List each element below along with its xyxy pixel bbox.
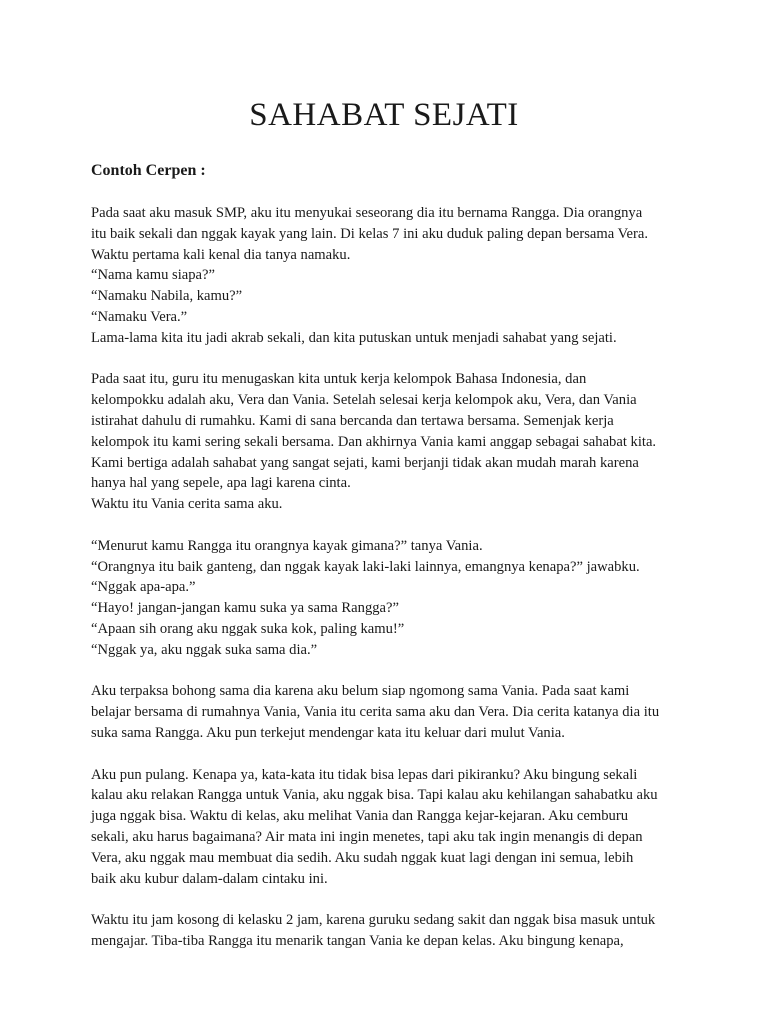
paragraph-line: Waktu itu Vania cerita sama aku. bbox=[91, 496, 283, 513]
paragraph-line: kelompok itu kami sering sekali bersama. Dan akhirnya Vania kami anggap sebagai sahabat kita. bbox=[91, 433, 657, 450]
paragraph-line: Kami bertiga adalah sahabat yang sangat sejati, kami berjanji tidak akan mudah marah karena bbox=[91, 454, 639, 471]
paragraph-line: itu baik sekali dan nggak kayak yang lain. Di kelas 7 ini aku duduk paling depan bersama Vera. bbox=[91, 225, 648, 242]
paragraph-line: Waktu pertama kali kenal dia tanya namaku. bbox=[91, 246, 351, 263]
story-paragraph bbox=[91, 369, 691, 515]
paragraph-line: “Hayo! jangan-jangan kamu suka ya sama Rangga?” bbox=[91, 600, 399, 617]
paragraph-line: hanya hal yang sepele, apa lagi karena cinta. bbox=[91, 475, 351, 492]
paragraph-line: Lama-lama kita itu jadi akrab sekali, dan kita putuskan untuk menjadi sahabat yang sejati. bbox=[91, 329, 617, 346]
paragraph-line: istirahat dahulu di rumahku. Kami di sana bercanda dan tertawa bersama. Semenjak kerja bbox=[91, 412, 614, 429]
story-body bbox=[91, 203, 691, 972]
paragraph-line: Aku terpaksa bohong sama dia karena aku belum siap ngomong sama Vania. Pada saat kami bbox=[91, 683, 630, 700]
paragraph-line: kalau aku relakan Rangga untuk Vania, aku nggak bisa. Tapi kalau aku kehilangan sahabatku aku bbox=[91, 787, 658, 804]
paragraph-line: “Namaku Nabila, kamu?” bbox=[91, 288, 243, 305]
paragraph-line: Pada saat itu, guru itu menugaskan kita untuk kerja kelompok Bahasa Indonesia, dan bbox=[91, 371, 587, 388]
paragraph-line: sekali, aku harus bagaimana? Air mata ini ingin menetes, tapi aku tak ingin menangis di depan bbox=[91, 828, 643, 845]
story-paragraph bbox=[91, 536, 691, 661]
paragraph-line: “Namaku Vera.” bbox=[91, 308, 188, 325]
paragraph-line: suka sama Rangga. Aku pun terkejut mendengar kata itu keluar dari mulut Vania. bbox=[91, 724, 565, 741]
paragraph-line: belajar bersama di rumahnya Vania, Vania itu cerita sama aku dan Vera. Dia cerita katanya dia itu bbox=[91, 704, 660, 721]
story-paragraph bbox=[91, 910, 691, 952]
paragraph-line: Aku pun pulang. Kenapa ya, kata-kata itu tidak bisa lepas dari pikiranku? Aku bingung sekali bbox=[91, 766, 638, 783]
paragraph-line: “Nggak apa-apa.” bbox=[91, 579, 196, 596]
paragraph-line: juga nggak bisa. Waktu di kelas, aku melihat Vania dan Rangga kejar-kejaran. Aku cemburu bbox=[91, 808, 628, 825]
paragraph-line: “Menurut kamu Rangga itu orangnya kayak gimana?” tanya Vania. bbox=[91, 537, 483, 554]
paragraph-line: “Nama kamu siapa?” bbox=[91, 267, 215, 284]
paragraph-line: “Nggak ya, aku nggak suka sama dia.” bbox=[91, 641, 318, 658]
paragraph-line: kelompokku adalah aku, Vera dan Vania. Setelah selesai kerja kelompok aku, Vera, dan Vania bbox=[91, 392, 637, 409]
document-title: SAHABAT SEJATI bbox=[249, 97, 519, 133]
document-subtitle: Contoh Cerpen : bbox=[91, 162, 206, 179]
paragraph-line: “Apaan sih orang aku nggak suka kok, paling kamu!” bbox=[91, 620, 405, 637]
paragraph-line: “Orangnya itu baik ganteng, dan nggak kayak laki-laki lainnya, emangnya kenapa?” jawabku. bbox=[91, 558, 640, 575]
paragraph-line: mengajar. Tiba-tiba Rangga itu menarik tangan Vania ke depan kelas. Aku bingung kenapa, bbox=[91, 932, 624, 949]
story-paragraph bbox=[91, 681, 691, 743]
story-paragraph bbox=[91, 765, 691, 890]
paragraph-line: baik aku kubur dalam-dalam cintaku ini. bbox=[91, 870, 328, 887]
paragraph-line: Pada saat aku masuk SMP, aku itu menyukai seseorang dia itu bernama Rangga. Dia orangnya bbox=[91, 205, 643, 221]
paragraph-line: Waktu itu jam kosong di kelasku 2 jam, karena guruku sedang sakit dan nggak bisa masuk untuk bbox=[91, 912, 656, 929]
story-paragraph bbox=[91, 203, 691, 349]
paragraph-line: Vera, aku nggak mau membuat dia sedih. Aku sudah nggak kuat lagi dengan ini semua, lebih bbox=[91, 849, 634, 866]
